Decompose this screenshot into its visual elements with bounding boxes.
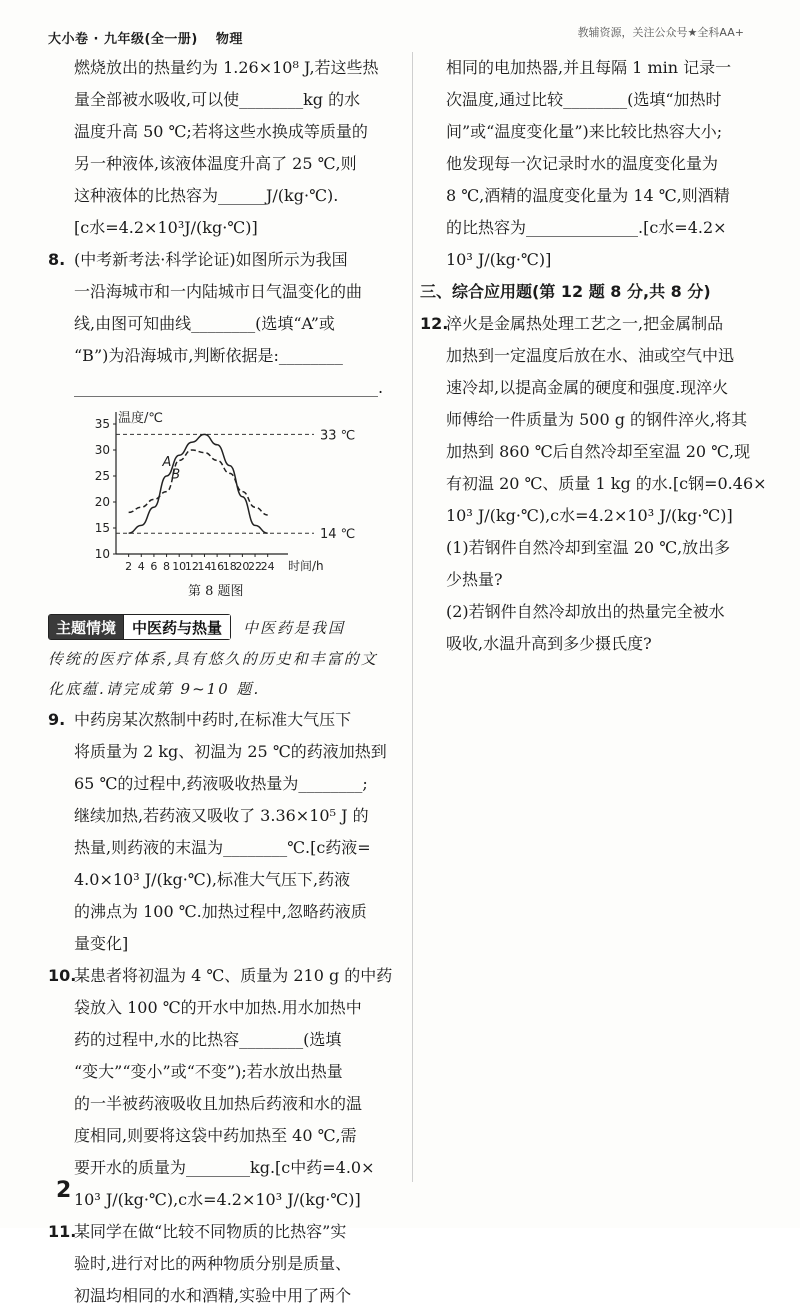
q7-line: 另一种液体,该液体温度升高了 25 ℃,则: [74, 154, 357, 173]
reference-line-label: 33 ℃: [320, 428, 356, 444]
section-title: 三、综合应用题(第 12 题 8 分,共 8 分): [420, 282, 711, 301]
theme-intro-line: 化底蕴.请完成第 9~10 题.: [48, 680, 261, 698]
q10-line: 药的过程中,水的比热容________(选填: [74, 1030, 342, 1049]
q7-continuation: [48, 52, 408, 244]
q11-line: 他发现每一次记录时水的温度变化量为: [446, 154, 719, 173]
q12-subquestion: 少热量?: [446, 570, 503, 589]
q12-line: 有初温 20 ℃、质量 1 kg 的水.[c钢=0.46×: [446, 474, 767, 493]
q11-line: 的比热容为______________.[c水=4.2×: [446, 218, 727, 237]
x-tick-label: 8: [163, 560, 171, 573]
header-book-title: [48, 28, 243, 47]
q12-line: 淬火是金属热处理工艺之一,把金属制品: [446, 314, 724, 333]
q11-line: 次温度,通过比较________(选填“加热时: [446, 90, 722, 109]
q12-line: 10³ J/(kg·℃),c水=4.2×10³ J/(kg·℃)]: [446, 506, 733, 525]
q9-line: 热量,则药液的末温为________℃.[c药液=: [74, 838, 371, 857]
q9-line: 4.0×10³ J/(kg·℃),标准大气压下,药液: [74, 870, 351, 889]
q8-line: (中考新考法·科学论证)如图所示为我国: [74, 250, 348, 269]
y-tick-label: 30: [94, 443, 110, 457]
subject-label: 物理: [215, 32, 243, 47]
series-label-A: A: [162, 455, 172, 470]
q12-line: 加热到 860 ℃后自然冷却至室温 20 ℃,现: [446, 442, 751, 461]
q10-line: “变大”“变小”或“不变”);若水放出热量: [74, 1062, 343, 1081]
q9-line: 65 ℃的过程中,药液吸收热量为________;: [74, 774, 368, 793]
x-tick-label: 10: [172, 560, 187, 573]
question-11: [48, 1216, 408, 1312]
reference-line-label: 14 ℃: [320, 527, 356, 543]
q7-line: 燃烧放出的热量约为 1.26×10⁸ J,若这些热: [74, 58, 379, 77]
q11-line: 验时,进行对比的两种物质分别是质量、: [74, 1254, 352, 1273]
left-column: [48, 52, 408, 1312]
temperature-chart: [48, 404, 408, 582]
q10-line: 某患者将初温为 4 ℃、质量为 210 g 的中药: [74, 966, 393, 985]
q8-line: “B”)为沿海城市,判断依据是:________: [74, 346, 343, 365]
temperature-chart-svg: [74, 404, 374, 582]
y-tick-label: 25: [94, 469, 110, 483]
q12-line: 师傅给一件质量为 500 g 的钢件淬火,将其: [446, 410, 748, 429]
question-8: [48, 244, 408, 606]
q8-line: ______________________________________.: [74, 378, 384, 397]
series-line-A: [129, 434, 268, 533]
chart-caption: 第 8 题图: [188, 584, 244, 599]
q12-number: 12.: [420, 314, 449, 333]
x-tick-label: 16: [210, 560, 225, 573]
series-label-B: B: [171, 467, 181, 483]
right-column: [420, 52, 772, 660]
watermark-text: 教辅资源，关注公众号★全科AA+: [577, 26, 744, 39]
x-tick-label: 2: [125, 560, 133, 573]
q10-line: 度相同,则要将这袋中药加热至 40 ℃,需: [74, 1126, 357, 1145]
q11-line: 间”或“温度变化量”)来比较比热容大小;: [446, 122, 723, 141]
q7-line: 温度升高 50 ℃;若将这些水换成等质量的: [74, 122, 368, 141]
y-tick-label: 15: [94, 521, 110, 535]
question-12: [420, 308, 772, 660]
x-tick-label: 12: [184, 560, 199, 573]
y-tick-label: 35: [94, 417, 110, 431]
question-10: [48, 960, 408, 1216]
q11-line: 10³ J/(kg·℃)]: [446, 250, 552, 269]
theme-tag-label: 主题情境: [49, 615, 123, 639]
x-tick-label: 24: [260, 560, 275, 573]
q12-subquestion: (1)若钢件自然冷却到室温 20 ℃,放出多: [446, 538, 731, 557]
q11-line: 相同的电加热器,并且每隔 1 min 记录一: [446, 58, 732, 77]
q11-line: 初温均相同的水和酒精,实验中用了两个: [74, 1286, 352, 1305]
page-number: 2: [56, 1178, 72, 1203]
x-tick-label: 14: [197, 560, 212, 573]
question-9: [48, 704, 408, 960]
q9-line: 继续加热,若药液又吸收了 3.36×10⁵ J 的: [74, 806, 369, 825]
q8-line: 线,由图可知曲线________(选填“A”或: [74, 314, 335, 333]
x-tick-label: 22: [248, 560, 263, 573]
y-axis-label: 温度/℃: [118, 411, 163, 426]
q7-line: 这种液体的比热容为______J/(kg·℃).: [74, 186, 339, 205]
theme-tag-topic: 中医药与热量: [123, 615, 230, 639]
x-tick-label: 20: [235, 560, 250, 573]
q12-subquestion: (2)若钢件自然冷却放出的热量完全被水: [446, 602, 725, 621]
x-tick-label: 18: [222, 560, 237, 573]
q12-line: 速冷却,以提高金属的硬度和强度.现淬火: [446, 378, 729, 397]
theme-intro: 中医药是我国: [243, 618, 346, 637]
column-divider: [412, 52, 413, 1182]
book-title: 大小卷 · 九年级(全一册): [48, 32, 198, 47]
q11-line: 某同学在做“比较不同物质的比热容”实: [74, 1222, 347, 1241]
q9-line: 中药房某次熬制中药时,在标准大气压下: [74, 710, 352, 729]
q11-number: 11.: [48, 1222, 77, 1241]
q12-line: 加热到一定温度后放在水、油或空气中迅: [446, 346, 735, 365]
theme-intro-line: 传统的医疗体系,具有悠久的历史和丰富的文: [48, 650, 378, 668]
q10-number: 10.: [48, 966, 77, 985]
x-tick-label: 6: [150, 560, 158, 573]
y-tick-label: 10: [94, 547, 110, 561]
q10-line: 10³ J/(kg·℃),c水=4.2×10³ J/(kg·℃)]: [74, 1190, 361, 1209]
y-tick-label: 20: [94, 495, 110, 509]
q9-number: 9.: [48, 710, 66, 729]
theme-tag: [48, 614, 231, 640]
q9-line: 的沸点为 100 ℃.加热过程中,忽略药液质: [74, 902, 367, 921]
q9-line: 量变化]: [74, 934, 129, 953]
q8-number: 8.: [48, 250, 66, 269]
q10-line: 的一半被药液吸收且加热后药液和水的温: [74, 1094, 363, 1113]
q9-line: 将质量为 2 kg、初温为 25 ℃的药液加热到: [74, 742, 387, 761]
x-axis-label: 时间/h: [288, 559, 324, 573]
q10-line: 要开水的质量为________kg.[c中药=4.0×: [74, 1158, 375, 1177]
q12-subquestion: 吸收,水温升高到多少摄氏度?: [446, 634, 652, 653]
q8-line: 一沿海城市和一内陆城市日气温变化的曲: [74, 282, 363, 301]
q11-continuation: [420, 52, 772, 276]
x-tick-label: 4: [137, 560, 145, 573]
q7-line: [c水=4.2×10³J/(kg·℃)]: [74, 218, 258, 237]
q11-line: 8 ℃,酒精的温度变化量为 14 ℃,则酒精: [446, 186, 730, 205]
q10-line: 袋放入 100 ℃的开水中加热.用水加热中: [74, 998, 362, 1017]
q7-line: 量全部被水吸收,可以使________kg 的水: [74, 90, 361, 109]
theme-row: [48, 610, 408, 644]
